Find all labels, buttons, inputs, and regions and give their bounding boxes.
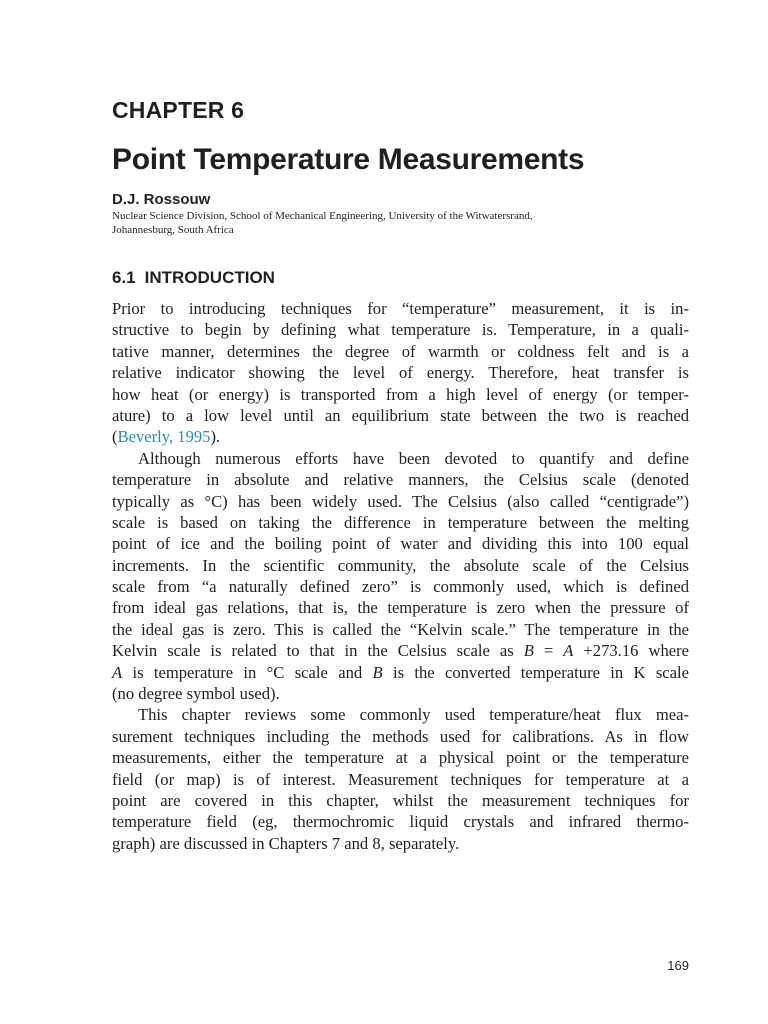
text-line: tative manner, determines the degree of warmth or coldness felt and is a [112,341,689,361]
text-line: Although numerous efforts have been devoted to quantify and define [138,448,689,468]
citation-link-beverly-1995[interactable]: Beverly, 1995 [117,427,211,447]
text-line: (no degree symbol used). [112,684,280,704]
affiliation-line: Nuclear Science Division, School of Mechanical Engineering, University of the Witwatersrand, [112,210,533,222]
text-line: increments. In the scientific community, the absolute scale of the Celsius [112,555,689,575]
text-line: how heat (or energy) is transported from a high level of energy (or temper- [112,384,689,404]
text-line: relative indicator showing the level of energy. Therefore, heat transfer is [112,363,689,383]
text-line: A is temperature in °C scale and B is the converted temperature in K scale [112,662,689,682]
text-line: Prior to introducing techniques for “temperature” measurement, it is in- [112,299,689,318]
variable-a: A [563,641,574,661]
section-heading [112,268,275,288]
text-line: graph) are discussed in Chapters 7 and 8, separately. [112,833,460,853]
text-line: surement techniques including the methods used for calibrations. As in flow [112,726,689,746]
text-line: field (or map) is of interest. Measurement techniques for temperature at a [112,769,689,789]
text-line: point of ice and the boiling point of water and dividing this into 100 equal [112,534,689,554]
text-line: measurements, either the temperature at a physical point or the temperature [112,748,689,768]
section-title: INTRODUCTION [144,268,275,287]
formula-line: Kelvin scale is related to that in the Celsius scale as B = A +273.16 where [112,641,689,661]
page-number: 169 [667,958,689,973]
text-line: typically as °C) has been widely used. The Celsius (also called “centigrade”) [112,491,689,511]
text-line: temperature field (eg, thermochromic liquid crystals and infrared thermo- [112,812,689,832]
text-line: temperature in absolute and relative manners, the Celsius scale (denoted [112,470,689,490]
body-text [112,298,689,854]
text-line: from ideal gas relations, that is, the temperature is zero when the pressure of [112,598,689,618]
text-line: This chapter reviews some commonly used temperature/heat flux mea- [138,705,689,725]
text-line: scale is based on taking the difference in temperature between the melting [112,512,689,532]
variable-b: B [523,641,534,661]
text-line: point are covered in this chapter, whilst the measurement techniques for [112,790,689,810]
text-line: structive to begin by defining what temperature is. Temperature, in a quali- [112,320,689,340]
author-affiliation [112,209,689,237]
text-line: the ideal gas is zero. This is called the “Kelvin scale.” The temperature in the [112,619,689,639]
text-line: (Beverly, 1995). [112,427,221,447]
chapter-title: Point Temperature Measurements [112,143,585,176]
chapter-label: CHAPTER 6 [112,97,245,123]
variable-a: A [112,662,123,682]
text-line: scale from “a naturally defined zero” is commonly used, which is defined [112,577,689,597]
affiliation-line: Johannesburg, South Africa [112,224,234,236]
author-name: D.J. Rossouw [112,191,211,208]
variable-b: B [372,662,383,682]
section-number: 6.1 [112,268,136,287]
text-line: ature) to a low level until an equilibrium state between the two is reached [112,405,689,425]
